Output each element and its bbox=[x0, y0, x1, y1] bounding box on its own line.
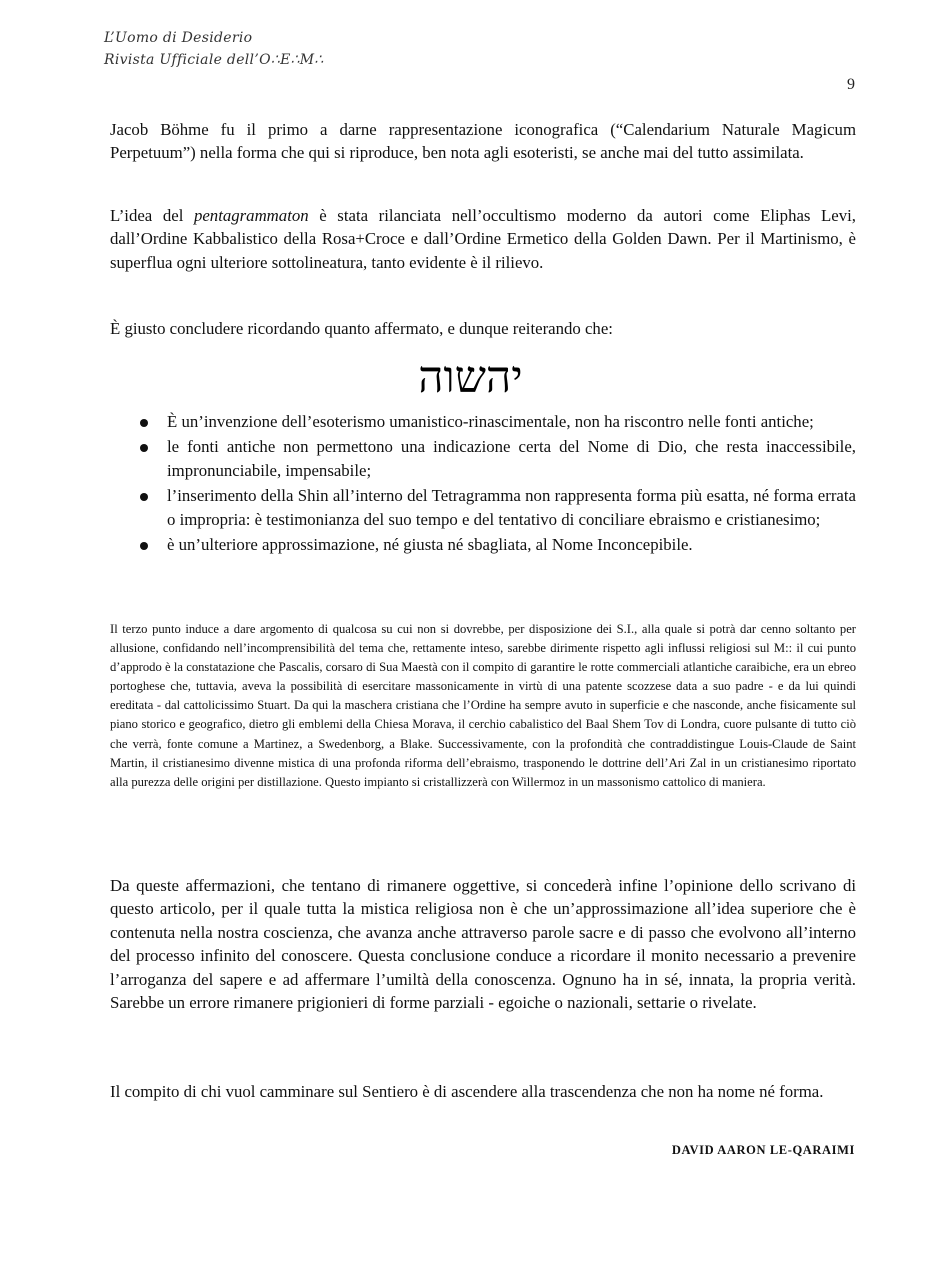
bullet-dot-icon bbox=[140, 419, 148, 427]
journal-subtitle: Rivista Ufficiale dell’O∴E∴M∴ bbox=[104, 52, 324, 68]
bullet-dot-icon bbox=[140, 542, 148, 550]
paragraph-closing: Il compito di chi vuol camminare sul Sentiero è di ascendere alla trascendenza che non ha nome né forma. bbox=[110, 1082, 824, 1101]
bullet-dot-icon bbox=[140, 444, 148, 452]
bullet-item bbox=[137, 484, 856, 531]
bullet-text: è un’ulteriore approssimazione, né giusta né sbagliata, al Nome Inconcepibile. bbox=[167, 535, 693, 555]
paragraph-pentagrammaton-start: L’idea del bbox=[110, 206, 194, 225]
author-signature: DAVID AARON LE-QARAIMI bbox=[671, 1143, 855, 1157]
bullet-item bbox=[137, 410, 856, 433]
paragraph-conclusion-intro: È giusto concludere ricordando quanto affermato, e dunque reiterando che: bbox=[110, 319, 613, 338]
bullet-item bbox=[137, 533, 856, 556]
bullet-item bbox=[137, 435, 856, 482]
paragraph-pentagrammaton-rest: è stata rilanciata nell’occultismo moderno da autori come Eliphas Levi, dall’Ordine Kabbalistico della Rosa+Croce e dall’Ordine Ermetico della Golden Dawn. Per il Martinismo, è superflua ogni ulteriore sottolineatura, tanto evidente è il rilievo. bbox=[110, 206, 856, 272]
hebrew-pentagrammaton: יהשוה bbox=[418, 352, 523, 403]
bullet-text: È un’invenzione dell’esoterismo umanistico-rinascimentale, non ha riscontro nelle fonti antiche; bbox=[167, 412, 814, 431]
paragraph-pentagrammaton bbox=[110, 204, 856, 274]
paragraph-author-opinion: Da queste affermazioni, che tentano di rimanere oggettive, si concederà infine l’opinione dello scrivano di questo articolo, per il quale tutta la mistica religiosa non è che un’approssimazione all’idea superiore che è contenuta nella nostra coscienza, che avanza anche attraverso parole sacre e di passo che evolvono all’interno del processo infinito del conoscere. Questa conclusione conduce a ricordare il monito necessario a prevenire l’arroganza del sapere e ad affermare l’umiltà della conoscenza. Ognuno ha in sé, innata, la propria verità. Sarebbe un errore rimanere prigionieri di forme parziali - egoiche o nazionali, settarie o rivelate. bbox=[110, 876, 856, 1013]
page-number: 9 bbox=[847, 76, 855, 93]
conclusion-bullet-list bbox=[137, 410, 856, 558]
paragraph-small-print: Il terzo punto induce a dare argomento di qualcosa su cui non si dovrebbe, per disposizione dei S.I., alla quale si potrà dar cenno soltanto per allusione, confidando nell’incomprensibilità del tema che, rettamente inteso, sarebbe dirimente rispetto agli influssi religiosi sul M:: il cui punto d’approdo è la constatazione che Pascalis, corsaro di Sua Maestà con il compito di garantire le rotte commerciali atlantiche caraibiche, era un ebreo portoghese che, tuttavia, aveva la possibilità di esercitare massonicamente in virtù di una patente scozzese data a suo padre - e da lui quindi ereditata - dal cattolicissimo Stuart. Da qui la maschera cristiana che l’Ordine ha sempre avuto in superficie e che nasconde, anche fisicamente sul piano storico e geografico, dietro gli emblemi della Chiesa Morava, il cerchio cabalistico del Baal Shem Tov di Londra, cuore pulsante di tutto ciò che verrà, fonte comune a Martinez, a Swedenborg, a Blake. Successivamente, con la profondità che contraddistingue Louis-Claude de Saint Martin, il cristianesimo divenne mistica di una profonda riforma dell’ebraismo, trasponendo le dottrine dell’Ari Zal in un cristianesimo riportato alla purezza delle origini per distillazione. Questo impianto si cristallizzerà con Willermoz in un massonismo cattolico di maniera. bbox=[110, 622, 856, 789]
pentagrammaton-term: pentagrammaton bbox=[193, 206, 309, 225]
bullet-dot-icon bbox=[140, 493, 148, 501]
bullet-text: le fonti antiche non permettono una indicazione certa del Nome di Dio, che resta inaccessibile, impronunciabile, impensabile; bbox=[167, 437, 856, 480]
paragraph-bohme: Jacob Böhme fu il primo a darne rappresentazione iconografica (“Calendarium Naturale Magicum Perpetuum”) nella forma che qui si riproduce, ben nota agli esoteristi, se anche mai del tutto assimilata. bbox=[110, 120, 856, 163]
journal-title: L’Uomo di Desiderio bbox=[104, 30, 253, 46]
bullet-text: l’inserimento della Shin all’interno del Tetragramma non rappresenta forma più esatta, né forma errata o impropria: è testimonianza del suo tempo e del tentativo di conciliare ebraismo e cristianesimo; bbox=[167, 486, 856, 529]
